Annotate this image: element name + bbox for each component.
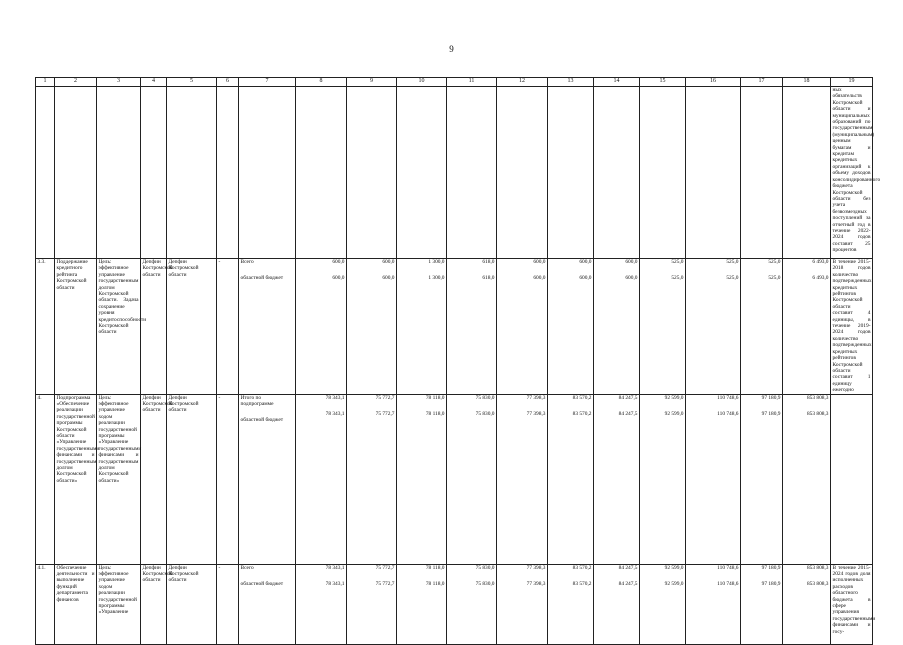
funding-source (239, 259, 296, 395)
header-cell-16: 16 (686, 78, 741, 87)
value-cell-9 (347, 87, 397, 259)
value-regional: 77 398,3 (526, 410, 546, 417)
executor: Депфин Костромской области (141, 564, 167, 644)
value-total: 75 772,7 (375, 394, 395, 401)
value-cell-15 (640, 394, 686, 564)
value-regional: 75 772,7 (375, 410, 395, 417)
value-cell-12 (497, 564, 548, 644)
funding-total-label: Всего (240, 564, 254, 571)
page-number: 9 (449, 44, 454, 54)
value-cell-10 (397, 394, 447, 564)
value-regional: 78 118,0 (425, 410, 445, 417)
goal-task: Цель: эффективное управление ходом реализации государственной программы «Управление (97, 564, 141, 644)
funding-source (239, 394, 296, 564)
value-cell-17 (741, 259, 783, 395)
value-total: 77 398,3 (526, 394, 546, 401)
value-total: 75 772,7 (375, 564, 395, 571)
header-cell-1: 1 (36, 78, 55, 87)
value-regional: 78 118,0 (425, 580, 445, 587)
value-regional: 525,0 (671, 275, 684, 282)
goal-task: Цель: эффективное управление государственным долгом Костромской области. Задача сохранение уровня кредитоспособности Костромской области (97, 259, 141, 395)
value-regional: 92 599,0 (664, 580, 684, 587)
value-cell-13 (548, 564, 594, 644)
value-total: 6 493,0 (812, 259, 829, 265)
value-cell-11 (447, 87, 497, 259)
value-total: 78 343,1 (325, 564, 345, 571)
value-cell-18 (783, 564, 831, 644)
table-row (36, 394, 873, 564)
value-cell-18 (783, 87, 831, 259)
recipient: Депфин Костромской области (167, 564, 217, 644)
value-cell-11 (447, 394, 497, 564)
value-cell-12 (497, 394, 548, 564)
row-number (36, 87, 55, 259)
value-cell-17 (741, 87, 783, 259)
value-regional: 600,0 (332, 275, 345, 282)
value-total: 600,0 (382, 259, 395, 265)
value-regional: 110 748,6 (717, 580, 739, 587)
value-regional: 600,0 (382, 275, 395, 282)
header-cell-12: 12 (497, 78, 548, 87)
activity-name (55, 87, 97, 259)
recipient: Депфин Костромской области (167, 394, 217, 564)
value-total: 110 748,6 (717, 394, 739, 401)
value-cell-16 (686, 564, 741, 644)
header-cell-13: 13 (548, 78, 594, 87)
funding-regional-label: областной бюджет (240, 417, 284, 424)
value-total: 853 808,3 (806, 394, 829, 401)
value-cell-10 (397, 87, 447, 259)
value-regional: 525,0 (726, 275, 739, 282)
funding-regional-label: областной бюджет (240, 580, 284, 587)
value-total: 92 599,0 (664, 564, 684, 571)
value-cell-14 (594, 564, 640, 644)
header-cell-4: 4 (141, 78, 167, 87)
value-cell-9 (347, 259, 397, 395)
value-cell-18 (783, 259, 831, 395)
value-total: 525,0 (726, 259, 739, 265)
funding-regional-label: областной бюджет (240, 275, 284, 282)
recipient (167, 87, 217, 259)
value-cell-10 (397, 564, 447, 644)
value-cell-11 (447, 259, 497, 395)
value-cell-13 (548, 259, 594, 395)
executor (141, 87, 167, 259)
value-regional: 97 180,9 (761, 580, 781, 587)
value-total: 83 570,2 (572, 394, 592, 401)
value-total: 84 247,5 (618, 394, 638, 401)
funding-total-label: Итого по подпрограмме (240, 394, 274, 407)
value-cell-9 (347, 394, 397, 564)
expected-result: ных обязательств Костромской области и муниципальных образований по государственным (муниципальным) ценным бумагам и кредитам кредитных организаций к объему доходов консолидированного бюджета Костромской области без учета безвозмездных поступлений за отчетный год в течение 2022-2024 годов составит 25 процентов (831, 87, 873, 259)
executor: Депфин Костромской области (141, 394, 167, 564)
header-row (36, 78, 873, 87)
value-total: 97 180,9 (761, 394, 781, 401)
activity-name: Подпрограмма «Обеспечение реализации государственной программы Костромской области «Управление государственными финансами и государственным долгом Костромской области» (55, 394, 97, 564)
activity-name: Обеспечение деятельности и выполнение функций департамента финансов (55, 564, 97, 644)
value-cell-10 (397, 259, 447, 395)
header-cell-19: 19 (831, 78, 873, 87)
table-row (36, 259, 873, 395)
expected-result: В течение 2015-2018 годов количество подтвержденных кредитных рейтингов Костромской области составит 4 единицы, в течение 2019-2024 годов количество подтвержденных кредитных рейтингов Костромской области составит 1 единицу ежегодно (832, 259, 872, 394)
activity-name: Поддержание кредитного рейтинга Костромской области (55, 259, 97, 395)
value-total: 78 118,0 (425, 394, 445, 401)
expected-result (831, 394, 873, 564)
header-cell-9: 9 (347, 78, 397, 87)
code (217, 87, 239, 259)
budget-table (35, 77, 881, 645)
value-cell-14 (594, 259, 640, 395)
value-total: 92 599,0 (664, 394, 684, 401)
value-total: 1 300,0 (428, 259, 445, 265)
funding-source (239, 564, 296, 644)
row-number: 4.1. (36, 564, 55, 644)
value-cell-14 (594, 394, 640, 564)
value-cell-12 (497, 87, 548, 259)
value-regional: 1 300,0 (428, 275, 445, 282)
value-cell-8 (296, 394, 347, 564)
value-total: 525,0 (671, 259, 684, 265)
expected-result: В течение 2015-2024 годов доля исполненных расходов областного бюджета в сфере управления государственными финансами и госу- (831, 564, 873, 644)
row-number: 3.3. (36, 259, 55, 395)
value-cell-13 (548, 394, 594, 564)
value-cell-8 (296, 259, 347, 395)
header-cell-8: 8 (296, 78, 347, 87)
recipient: Депфин Костромской области (167, 259, 217, 395)
value-regional: 110 748,6 (717, 410, 739, 417)
value-regional: 77 398,3 (526, 580, 546, 587)
header-cell-10: 10 (397, 78, 447, 87)
value-regional: 97 180,9 (761, 410, 781, 417)
header-cell-15: 15 (640, 78, 686, 87)
value-cell-15 (640, 564, 686, 644)
value-regional: 92 599,0 (664, 410, 684, 417)
value-regional: 600,0 (625, 275, 638, 282)
value-total: 525,0 (768, 259, 781, 265)
header-cell-18: 18 (783, 78, 831, 87)
value-total: 110 748,6 (717, 564, 739, 571)
value-regional: 618,0 (482, 275, 495, 282)
value-regional: 600,0 (579, 275, 592, 282)
value-total: 75 830,0 (475, 564, 495, 571)
value-cell-11 (447, 564, 497, 644)
value-total: 97 180,9 (761, 564, 781, 571)
header-cell-2: 2 (55, 78, 97, 87)
value-regional: 83 570,2 (572, 580, 592, 587)
value-cell-17 (741, 394, 783, 564)
value-total: 600,0 (332, 259, 345, 265)
value-cell-16 (686, 87, 741, 259)
value-cell-14 (594, 87, 640, 259)
value-regional: 853 808,3 (806, 410, 829, 417)
value-total: 600,0 (625, 259, 638, 265)
table-row (36, 87, 873, 259)
value-total: 600,0 (579, 259, 592, 265)
value-regional: 78 343,1 (325, 580, 345, 587)
executor: Депфин Костромской области (141, 259, 167, 395)
value-cell-13 (548, 87, 594, 259)
value-cell-15 (640, 259, 686, 395)
value-cell-16 (686, 394, 741, 564)
value-regional: 75 772,7 (375, 580, 395, 587)
code: - (217, 394, 239, 564)
value-total: 78 343,1 (325, 394, 345, 401)
header-cell-3: 3 (97, 78, 141, 87)
table-row (36, 564, 873, 644)
value-cell-8 (296, 564, 347, 644)
funding-source (239, 87, 296, 259)
funding-total-label: Всего (240, 259, 254, 265)
header-cell-14: 14 (594, 78, 640, 87)
header-cell-7: 7 (239, 78, 296, 87)
value-total: 84 247,5 (618, 564, 638, 571)
goal-task (97, 87, 141, 259)
header-cell-6: 6 (217, 78, 239, 87)
value-total: 853 808,3 (806, 564, 829, 571)
value-cell-16 (686, 259, 741, 395)
value-regional: 84 247,5 (618, 410, 638, 417)
header-cell-11: 11 (447, 78, 497, 87)
value-cell-9 (347, 564, 397, 644)
goal-task: Цель: эффективное управление ходом реализации государственной программы «Управление государственными финансами и государственным долгом Костромской области» (97, 394, 141, 564)
value-regional: 75 830,0 (475, 580, 495, 587)
value-cell-8 (296, 87, 347, 259)
value-cell-18 (783, 394, 831, 564)
value-total: 77 398,3 (526, 564, 546, 571)
code: - (217, 564, 239, 644)
value-total: 600,0 (533, 259, 546, 265)
header-cell-5: 5 (167, 78, 217, 87)
code: - (217, 259, 239, 395)
value-regional: 6 493,0 (812, 275, 829, 282)
value-total: 83 570,2 (572, 564, 592, 571)
value-total: 78 118,0 (425, 564, 445, 571)
value-regional: 83 570,2 (572, 410, 592, 417)
value-regional: 84 247,5 (618, 580, 638, 587)
value-regional: 525,0 (768, 275, 781, 282)
value-cell-12 (497, 259, 548, 395)
value-cell-15 (640, 87, 686, 259)
value-regional: 853 808,3 (806, 580, 829, 587)
value-cell-17 (741, 564, 783, 644)
value-regional: 600,0 (533, 275, 546, 282)
value-total: 75 830,0 (475, 394, 495, 401)
value-regional: 78 343,1 (325, 410, 345, 417)
value-total: 618,0 (482, 259, 495, 265)
row-number: 4. (36, 394, 55, 564)
value-regional: 75 830,0 (475, 410, 495, 417)
header-cell-17: 17 (741, 78, 783, 87)
